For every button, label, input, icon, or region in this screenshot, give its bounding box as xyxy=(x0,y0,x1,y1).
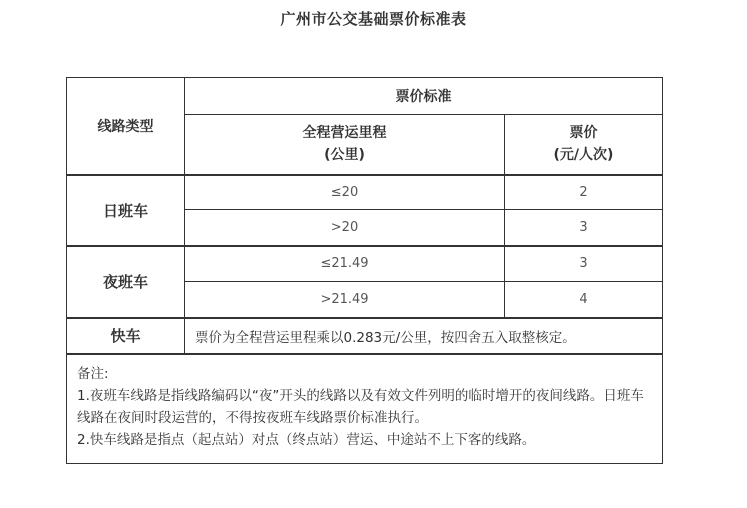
day-distance-2: >20 xyxy=(185,210,505,246)
distance-header-line2: (公里) xyxy=(324,147,365,164)
table-row xyxy=(67,175,663,210)
note-1: 1.夜班车线路是指线路编码以“夜”开头的线路以及有效文件列明的临时增开的夜间线路。日班车线路在夜间时段运营的，不得按夜班车线路票价标准执行。 xyxy=(77,387,644,426)
fare-header-line2: (元/人次) xyxy=(553,147,614,164)
notes-row xyxy=(67,354,663,464)
night-distance-2: >21.49 xyxy=(185,282,505,318)
header-row-1 xyxy=(67,78,663,115)
notes-heading: 备注: xyxy=(77,365,109,382)
distance-header-line1: 全程营运里程 xyxy=(302,125,387,142)
night-distance-1: ≤21.49 xyxy=(185,246,505,282)
day-fare-2: 3 xyxy=(505,210,663,246)
fare-header xyxy=(505,115,663,175)
distance-header xyxy=(185,115,505,175)
night-fare-1: 3 xyxy=(505,246,663,282)
table-row xyxy=(67,246,663,282)
fare-table xyxy=(66,77,663,464)
express-fare-rule: 票价为全程营运里程乘以0.283元/公里，按四舍五入取整核定。 xyxy=(185,318,663,354)
notes xyxy=(67,354,663,464)
note-2: 2.快车线路是指点（起点站）对点（终点站）营运、中途站不上下客的线路。 xyxy=(77,431,536,448)
day-bus-label: 日班车 xyxy=(67,175,185,246)
express-bus-label: 快车 xyxy=(67,318,185,354)
night-fare-2: 4 xyxy=(505,282,663,318)
day-fare-1: 2 xyxy=(505,175,663,210)
night-bus-label: 夜班车 xyxy=(67,246,185,318)
day-distance-1: ≤20 xyxy=(185,175,505,210)
route-type-header: 线路类型 xyxy=(67,78,185,175)
fare-header-line1: 票价 xyxy=(569,125,598,142)
table-row xyxy=(67,318,663,354)
page-title: 广州市公交基础票价标准表 xyxy=(280,10,467,28)
fare-standard-header: 票价标准 xyxy=(185,78,663,115)
